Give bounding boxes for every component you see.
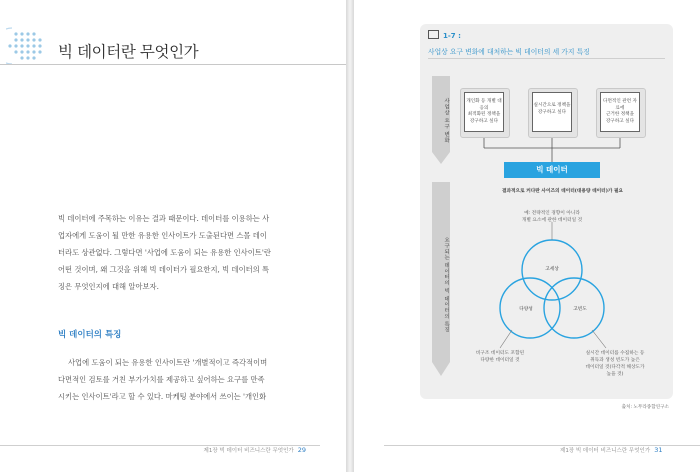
page-footer — [204, 446, 306, 454]
venn-label-right: 고빈도 — [573, 307, 587, 312]
text-line: 빅 데이터에 주목하는 이유는 결과 때문이다. 데이터를 이용하는 사 — [58, 214, 270, 223]
figure-box — [420, 24, 673, 410]
requirement-box — [532, 92, 572, 132]
dot-pattern-icon — [6, 24, 50, 68]
description-line: 예: 전략적인 경향이 아니라 — [524, 211, 580, 216]
description-line: 실시간 데이터를 수집하는 등 — [585, 351, 645, 356]
requirement-line: 강구하고 싶다 — [605, 118, 635, 124]
intro-paragraph — [58, 210, 346, 295]
title-rule — [0, 64, 346, 65]
requirement-line: 근거한 정책을 — [605, 112, 635, 118]
requirement-line: 다면적인 관련 자료에 — [603, 99, 637, 111]
figure-source: 출처: 노무라종합연구소 — [621, 405, 669, 410]
page-footer — [560, 446, 662, 454]
venn-label-top: 고세상 — [545, 267, 559, 272]
requirement-box — [464, 92, 504, 132]
footer-text: 제1장 빅 데이터 비즈니스란 무엇인가 — [203, 448, 294, 454]
requirement-line: 실시간으로 정책을 — [533, 103, 571, 108]
figure-title: 사업상 요구 변화에 대처하는 빅 데이터의 세 가지 특징 — [428, 48, 590, 56]
left-page — [0, 0, 346, 472]
requirement-box — [600, 92, 640, 132]
page-number: 31 — [654, 446, 663, 454]
top-description — [502, 210, 602, 224]
left-description — [460, 350, 540, 364]
text-line: 징은 무엇인지에 대해 알아보자. — [58, 282, 159, 291]
page-number: 29 — [297, 446, 306, 454]
right-description — [570, 350, 660, 378]
footer-text: 제1장 빅 데이터 비즈니스란 무엇인가 — [560, 448, 651, 454]
text-line: 시키는 인사이트'라고 할 수 있다. 마케팅 분야에서 쓰이는 '개인화 — [58, 392, 267, 401]
result-note: 결과적으로 커다란 사이즈의 데이터(대용량 데이터)가 필요 — [501, 189, 624, 194]
section-heading: 빅 데이터의 특징 — [58, 330, 122, 340]
chapter-title: 빅 데이터란 무엇인가 — [58, 43, 199, 61]
description-line: 비구조 데이터도 포함된 — [475, 351, 525, 356]
book-gutter — [346, 0, 354, 472]
description-line: 높을 것) — [606, 372, 624, 378]
text-line: 어떤 것이며, 왜 그것을 위해 빅 데이터가 필요한지, 빅 데이터의 특 — [58, 265, 270, 274]
text-line: 사업에 도움이 되는 유용한 인사이트란 '개별적이고 즉각적이며 — [68, 358, 268, 367]
requirement-line: 강구하고 싶다 — [537, 109, 567, 115]
requirement-line: 개인화 등 개별 대응의 — [466, 99, 502, 111]
body-paragraph — [58, 354, 346, 405]
right-page — [354, 0, 700, 472]
text-line: 터라도 상관없다. 그렇다면 '사업에 도움이 되는 유용한 인사이트'란 — [58, 248, 271, 257]
text-line: 업자에게 도움이 될 만한 유용한 인사이트가 도출된다면 스몰 데이 — [58, 231, 267, 240]
text-line: 다면적인 검토를 거친 부가가치를 제공하고 싶어하는 요구를 만족 — [58, 375, 265, 384]
description-line: 다량한 데이터일 것 — [480, 358, 520, 364]
big-data-box: 빅 데이터 — [504, 162, 600, 178]
requirement-line: 최적화된 정책을 — [467, 112, 501, 118]
description-line: 데이터일 것(다각적 해상도가 — [585, 365, 645, 371]
arrow-bottom-label: 요구되는 데이터의 빅 데이터의 특징 — [443, 237, 449, 333]
requirement-line: 강구하고 싶다 — [469, 118, 499, 124]
description-line: 취득과 생성 빈도가 높은 — [590, 358, 640, 364]
figure-number: 1-7 : — [443, 32, 461, 40]
venn-label-left: 다양성 — [519, 307, 533, 312]
description-line: 개별 요소에 관한 데이터일 것 — [521, 218, 583, 224]
arrow-top-label: 사업상 요구 변화 — [443, 97, 449, 143]
